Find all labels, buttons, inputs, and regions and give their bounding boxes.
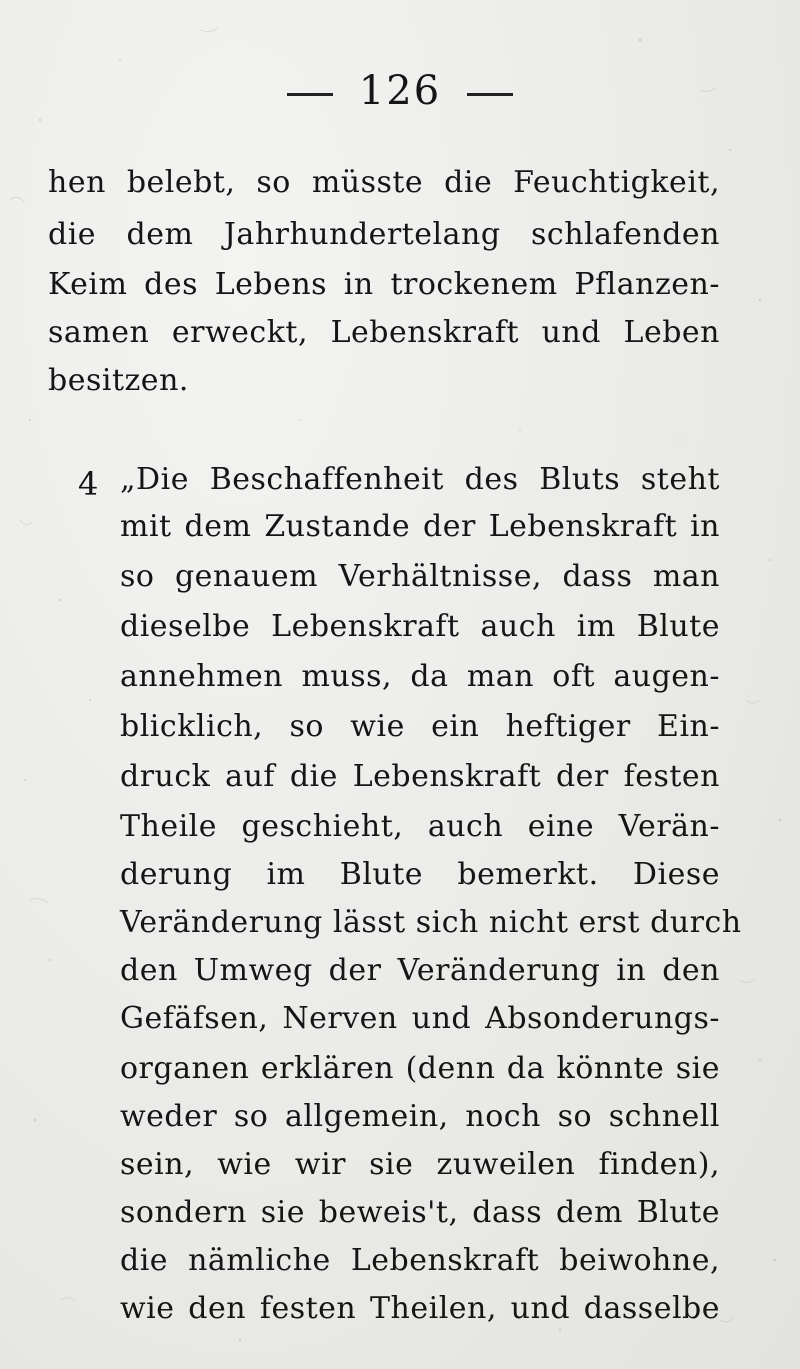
- text-line: so genauem Verhältnisse, dass man: [120, 559, 720, 594]
- page-number: 126: [358, 68, 442, 114]
- text-line: derung im Blute bemerkt. Diese: [120, 857, 720, 892]
- text-line: sondern sie beweis't, dass dem Blute: [120, 1195, 720, 1230]
- text-line: Gefäfsen, Nerven und Absonderungs-: [120, 1001, 720, 1036]
- text-line: weder so allgemein, noch so schnell: [120, 1099, 720, 1134]
- text-line: dieselbe Lebenskraft auch im Blute: [120, 609, 720, 644]
- text-line: organen erklären (denn da könnte sie: [120, 1051, 720, 1086]
- text-line: Veränderung lässt sich nicht erst durch: [120, 905, 742, 940]
- text-line: mit dem Zustande der Lebenskraft in: [120, 509, 720, 544]
- text-line: besitzen.: [48, 363, 189, 398]
- text-line: blicklich, so wie ein heftiger Ein-: [120, 709, 720, 744]
- text-line: „Die Beschaffenheit des Bluts steht: [120, 462, 720, 497]
- text-line: den Umweg der Veränderung in den: [120, 953, 720, 988]
- text-line: samen erweckt, Lebenskraft und Leben: [48, 315, 720, 350]
- text-line: druck auf die Lebenskraft der festen: [120, 759, 720, 794]
- page-header: [0, 68, 800, 114]
- header-dash-right: [467, 93, 513, 96]
- text-line: annehmen muss, da man oft augen-: [120, 659, 720, 694]
- header-dash-left: [287, 93, 333, 96]
- text-line: Keim des Lebens in trockenem Pflanzen-: [48, 267, 720, 302]
- text-line: sein, wie wir sie zuweilen finden),: [120, 1147, 720, 1182]
- text-line: die dem Jahrhundertelang schlafenden: [48, 217, 720, 252]
- text-line: Theile geschieht, auch eine Verän-: [120, 809, 720, 844]
- paragraph-number: 4: [78, 465, 99, 503]
- text-line: wie den festen Theilen, und dasselbe: [120, 1291, 720, 1326]
- text-line: hen belebt, so müsste die Feuchtigkeit,: [48, 165, 720, 200]
- text-line: die nämliche Lebenskraft beiwohne,: [120, 1243, 720, 1278]
